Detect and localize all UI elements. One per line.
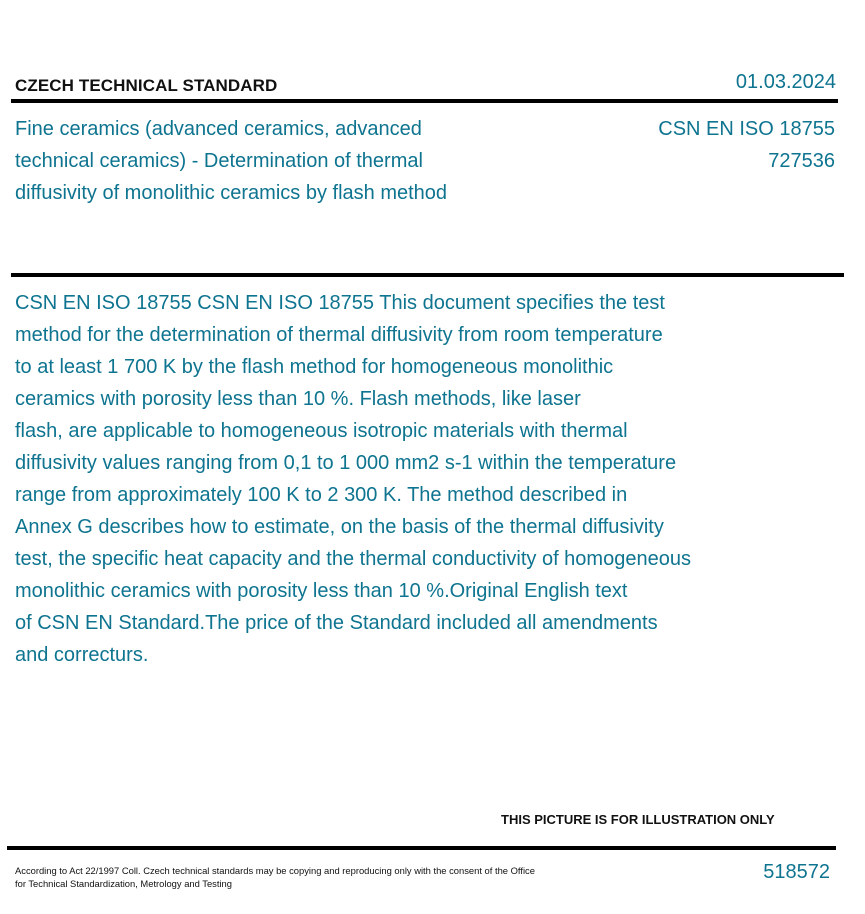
top-divider	[11, 99, 838, 103]
document-identifiers	[658, 113, 835, 177]
standard-code: CSN EN ISO 18755	[658, 118, 835, 140]
document-number: 518572	[763, 861, 830, 883]
legal-notice: According to Act 22/1997 Coll. Czech technical standards may be copying and reproducing only with the consent of the Office for Technical Standardization, Metrology and Testing	[15, 865, 535, 889]
document-title: Fine ceramics (advanced ceramics, advanced technical ceramics) - Determination of thermal diffusivity of monolithic ceramics by flash method	[15, 118, 448, 204]
bottom-divider	[7, 846, 836, 850]
catalog-number: 727536	[768, 150, 835, 172]
middle-divider	[11, 273, 844, 277]
header-title: CZECH TECHNICAL STANDARD	[15, 76, 278, 95]
illustration-note: THIS PICTURE IS FOR ILLUSTRATION ONLY	[501, 812, 775, 827]
header-date: 01.03.2024	[735, 71, 836, 93]
abstract-text: CSN EN ISO 18755 CSN EN ISO 18755 This document specifies the test method for the determination of thermal diffusivity from room temperature to at least 1 700 K by the flash method for homogeneous monolithic ceramics with porosity less than 10 %. Flash methods, like laser flash, are applicable to homogeneous isotropic materials with thermal diffusivity values ranging from 0,1 to 1 000 mm2 s-1 within the temperature range from approximately 100 K to 2 300 K. The method described in Annex G describes how to estimate, on the basis of the thermal diffusivity test, the specific heat capacity and the thermal conductivity of homogeneous monolithic ceramics with porosity less than 10 %.Original English text of CSN EN Standard.The price of the Standard included all amendments and correcturs.	[15, 292, 691, 666]
